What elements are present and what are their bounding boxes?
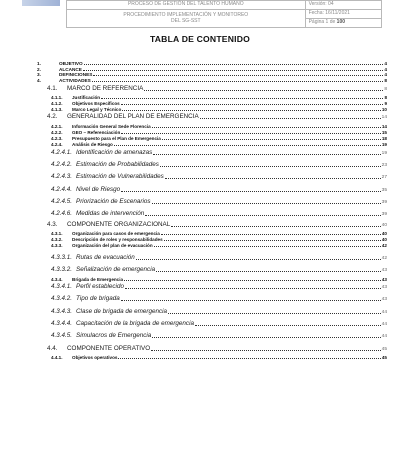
- toc-entry-page: 14: [381, 124, 387, 129]
- toc-entry-label: Señalización de emergencia: [76, 266, 156, 273]
- toc-entry-number: 4.3.4.5.: [51, 332, 73, 339]
- procedure-name: [67, 10, 306, 28]
- toc-entry-number: 4.3.3.1.: [51, 254, 73, 261]
- toc-entry-label: GENERALIDAD DEL PLAN DE EMERGENCIA: [67, 113, 199, 120]
- toc-entry-label: Presupuesto para el Plan de Emergencia: [72, 136, 161, 141]
- dot-leader: [114, 145, 381, 146]
- toc-entry-label: Identificación de amenazas: [76, 149, 153, 156]
- toc-entry-page: 43: [381, 268, 387, 273]
- toc-entry-label: OBJETIVO: [59, 61, 83, 66]
- toc-entry[interactable]: [51, 107, 387, 112]
- toc-entry-page: 9: [384, 101, 387, 106]
- dot-leader: [160, 166, 381, 167]
- toc-entry[interactable]: [51, 149, 387, 156]
- dot-leader: [168, 313, 381, 314]
- dot-leader: [151, 350, 381, 351]
- dot-leader: [122, 110, 381, 111]
- toc-entry-label: Estimación de Probabilidades: [76, 161, 159, 168]
- toc-entry-page: 39: [381, 212, 387, 217]
- toc-entry-page: 42: [381, 243, 387, 248]
- toc-entry-number: 4.3.3.2.: [51, 266, 73, 273]
- toc-entry-label: Justificación: [72, 95, 101, 100]
- toc-entry-page: 40: [381, 237, 387, 242]
- toc-entry-number: 3.: [37, 72, 41, 77]
- toc-entry-page: 15: [381, 130, 387, 135]
- toc-entry[interactable]: [51, 186, 387, 193]
- toc-entry-label: ALCANCE: [59, 67, 82, 72]
- process-name: PROCESO DE GESTIÓN DEL TALENTO HUMANO: [67, 1, 306, 10]
- toc-entry-number: 4.3.3.: [51, 243, 63, 248]
- logo: [22, 0, 60, 6]
- toc-entry[interactable]: [51, 355, 387, 360]
- toc-entry-number: 4.1.2.: [51, 101, 63, 106]
- dot-leader: [152, 203, 381, 204]
- toc-entry[interactable]: [51, 254, 387, 261]
- toc-entry-page: 19: [381, 142, 387, 147]
- toc-entry-number: 4.2.4.4.: [51, 186, 73, 193]
- procedure-name-line2: DEL SG-SST: [171, 17, 201, 24]
- toc-entry-number: 4.4.: [47, 345, 58, 352]
- toc-entry-label: Objetivos Específicos: [72, 101, 120, 106]
- dot-leader: [136, 259, 381, 260]
- toc-entry-page: 39: [381, 200, 387, 205]
- toc-entry-label: Organización del plan de evacuación: [72, 243, 153, 248]
- toc-entry[interactable]: [51, 231, 387, 236]
- toc-entry-number: 4.3.4.4.: [51, 320, 73, 327]
- dot-leader: [156, 271, 381, 272]
- toc-entry[interactable]: [51, 142, 387, 147]
- toc-entry-label: Objetivos operativos: [72, 355, 118, 360]
- toc-entry-page: 14: [381, 115, 387, 120]
- dot-leader: [121, 191, 381, 192]
- toc-entry-label: ACTIVIDADES: [59, 78, 91, 83]
- toc-entry-label: Descripción de roles y responsabilidades: [72, 237, 163, 242]
- toc-entry-number: 4.1.1.: [51, 95, 63, 100]
- toc-entry-page: 43: [381, 277, 387, 282]
- dot-leader: [121, 300, 381, 301]
- toc-entry[interactable]: [37, 61, 387, 66]
- toc-entry[interactable]: [51, 124, 387, 129]
- toc-entry-number: 4.3.1.: [51, 231, 63, 236]
- toc-entry-number: 4.2.4.5.: [51, 198, 73, 205]
- document-header: [66, 0, 382, 28]
- date-label: Fecha: 16/11/2021: [305, 10, 381, 19]
- toc-entry-label: Perfil establecido: [76, 283, 124, 290]
- toc-entry-number: 4.1.: [47, 85, 58, 92]
- toc-entry-number: 4.1.3.: [51, 107, 63, 112]
- toc-entry-page: 8: [384, 78, 387, 83]
- toc-entry-label: Nivel de Riesgo: [76, 186, 121, 193]
- toc-entry-number: 4.2.1.: [51, 124, 63, 129]
- dot-leader: [125, 288, 381, 289]
- dot-leader: [153, 154, 380, 155]
- toc-entry-page: 8: [384, 87, 387, 92]
- toc-entry-label: Organización para casos de emergencia: [72, 231, 160, 236]
- toc-entry-page: 8: [384, 95, 387, 100]
- toc-entry[interactable]: [51, 295, 387, 302]
- toc-entry[interactable]: [47, 345, 387, 352]
- toc-entry-page: 45: [381, 347, 387, 352]
- toc-entry-label: COMPONENTE OPERATIVO: [67, 345, 151, 352]
- toc-entry-page: 45: [381, 355, 387, 360]
- dot-leader: [154, 246, 381, 247]
- toc-entry[interactable]: [51, 95, 387, 100]
- dot-leader: [162, 139, 381, 140]
- toc-entry-number: 4.3.4.: [51, 277, 63, 282]
- toc-entry-number: 4.2.3.: [51, 136, 63, 141]
- toc-entry-number: 4.3.4.2.: [51, 295, 73, 302]
- toc-entry-number: 4.3.: [47, 221, 58, 228]
- toc-entry[interactable]: [51, 243, 387, 248]
- dot-leader: [200, 118, 381, 119]
- toc-entry-page: 43: [381, 285, 387, 290]
- toc-entry-number: 4.4.1.: [51, 355, 63, 360]
- toc-entry[interactable]: [37, 72, 387, 77]
- toc-entry-number: 2.: [37, 67, 41, 72]
- toc-entry-page: 27: [381, 175, 387, 180]
- toc-entry[interactable]: [51, 101, 387, 106]
- toc-entry[interactable]: [51, 210, 387, 217]
- toc-entry-label: COMPONENTE ORGANIZACIONAL: [67, 221, 171, 228]
- toc-entry-label: Información General Sede Florencia: [72, 124, 151, 129]
- toc-entry[interactable]: [47, 85, 387, 92]
- toc-entry-label: Brigada de Emergencia: [72, 277, 124, 282]
- dot-leader: [152, 127, 381, 128]
- dot-leader: [161, 234, 381, 235]
- toc-entry-label: Análisis de Riesgo: [72, 142, 113, 147]
- toc-entry[interactable]: [51, 237, 387, 242]
- toc-entry-label: DEFINICIONES: [59, 72, 93, 77]
- toc-entry-number: 4.2.4.3.: [51, 173, 73, 180]
- toc-entry-number: 4.2.: [47, 113, 58, 120]
- toc-entry-page: 4: [384, 72, 387, 77]
- procedure-name-line1: PROCEDIMIENTO IMPLEMENTACIÓN Y MONITOREO: [123, 12, 249, 18]
- toc-entry[interactable]: [51, 277, 387, 282]
- toc-entry[interactable]: [47, 113, 387, 120]
- toc-entry-number: 4.2.4.6.: [51, 210, 73, 217]
- toc-entry[interactable]: [51, 173, 387, 180]
- toc-entry-label: Rutas de evacuación: [76, 254, 135, 261]
- toc-entry[interactable]: [51, 320, 387, 327]
- toc-entry-page: 18: [381, 136, 387, 141]
- toc-entry-label: Tipo de brigada: [76, 295, 120, 302]
- page-total: 100: [336, 19, 346, 26]
- toc-entry-number: 4.2.2.: [51, 130, 63, 135]
- toc-entry-number: 4.: [37, 78, 41, 83]
- dot-leader: [93, 75, 383, 76]
- toc-entry[interactable]: [47, 221, 387, 228]
- toc-entry-number: 4.2.4.1.: [51, 149, 73, 156]
- toc-entry-page: 44: [381, 310, 387, 315]
- toc-entry-label: Simulacros de Emergencia: [76, 332, 152, 339]
- dot-leader: [171, 226, 380, 227]
- toc-entry-label: Capacitación de la brigada de emergencia: [76, 320, 194, 327]
- version-label: Versión: 04: [305, 1, 381, 10]
- toc-entry-page: 40: [381, 223, 387, 228]
- toc-entry-page: 4: [384, 61, 387, 66]
- dot-leader: [118, 358, 380, 359]
- toc-entry[interactable]: [51, 308, 387, 315]
- page-title: TABLA DE CONTENIDO: [149, 34, 251, 44]
- dot-leader: [121, 104, 384, 105]
- toc-entry-page: 40: [381, 231, 387, 236]
- toc-entry-label: Clase de brigada de emergencia: [76, 308, 168, 315]
- dot-leader: [165, 178, 381, 179]
- toc-entry-number: 4.3.2.: [51, 237, 63, 242]
- dot-leader: [121, 133, 381, 134]
- toc-entry[interactable]: [51, 332, 387, 339]
- toc-entry-page: 23: [381, 163, 387, 168]
- dot-leader: [152, 337, 380, 338]
- toc-entry-label: GEO – Referenciación: [72, 130, 121, 135]
- toc-entry-page: 44: [381, 334, 387, 339]
- toc-entry[interactable]: [51, 130, 387, 135]
- toc-entry-page: 35: [381, 188, 387, 193]
- toc-entry-number: 4.3.4.1.: [51, 283, 73, 290]
- toc-entry[interactable]: [51, 283, 387, 290]
- toc-entry-page: 43: [381, 297, 387, 302]
- toc-entry-label: Medidas de intervención: [76, 210, 145, 217]
- toc-entry-page: 4: [384, 67, 387, 72]
- toc-entry[interactable]: [51, 266, 387, 273]
- toc-entry[interactable]: [37, 78, 387, 83]
- toc-entry[interactable]: [51, 198, 387, 205]
- dot-leader: [164, 240, 381, 241]
- toc-entry-page: 42: [381, 256, 387, 261]
- dot-leader: [83, 70, 383, 71]
- toc-entry[interactable]: [51, 161, 387, 168]
- dot-leader: [145, 215, 380, 216]
- dot-leader: [101, 98, 383, 99]
- dot-leader: [195, 325, 381, 326]
- toc-entry-number: 1.: [37, 61, 41, 66]
- toc-entry-number: 4.2.4.2.: [51, 161, 73, 168]
- toc-entry-label: Marco Legal y Técnico: [72, 107, 122, 112]
- page-counter: [305, 19, 381, 28]
- toc-entry-page: 19: [381, 151, 387, 156]
- toc-entry-label: MARCO DE REFERENCIA: [67, 85, 144, 92]
- dot-leader: [92, 81, 384, 82]
- dot-leader: [84, 64, 384, 65]
- page-prefix: Página 1 de: [308, 19, 336, 26]
- toc-entry-label: Priorización de Escenarios: [76, 198, 151, 205]
- toc-entry-page: 44: [381, 322, 387, 327]
- dot-leader: [144, 90, 383, 91]
- toc-entry-page: 10: [381, 107, 387, 112]
- dot-leader: [124, 280, 381, 281]
- toc-entry-number: 4.3.4.3.: [51, 308, 73, 315]
- toc-entry-number: 4.2.4.: [51, 142, 63, 147]
- toc-entry-label: Estimación de Vulnerabilidades: [76, 173, 164, 180]
- toc-entry[interactable]: [51, 136, 387, 141]
